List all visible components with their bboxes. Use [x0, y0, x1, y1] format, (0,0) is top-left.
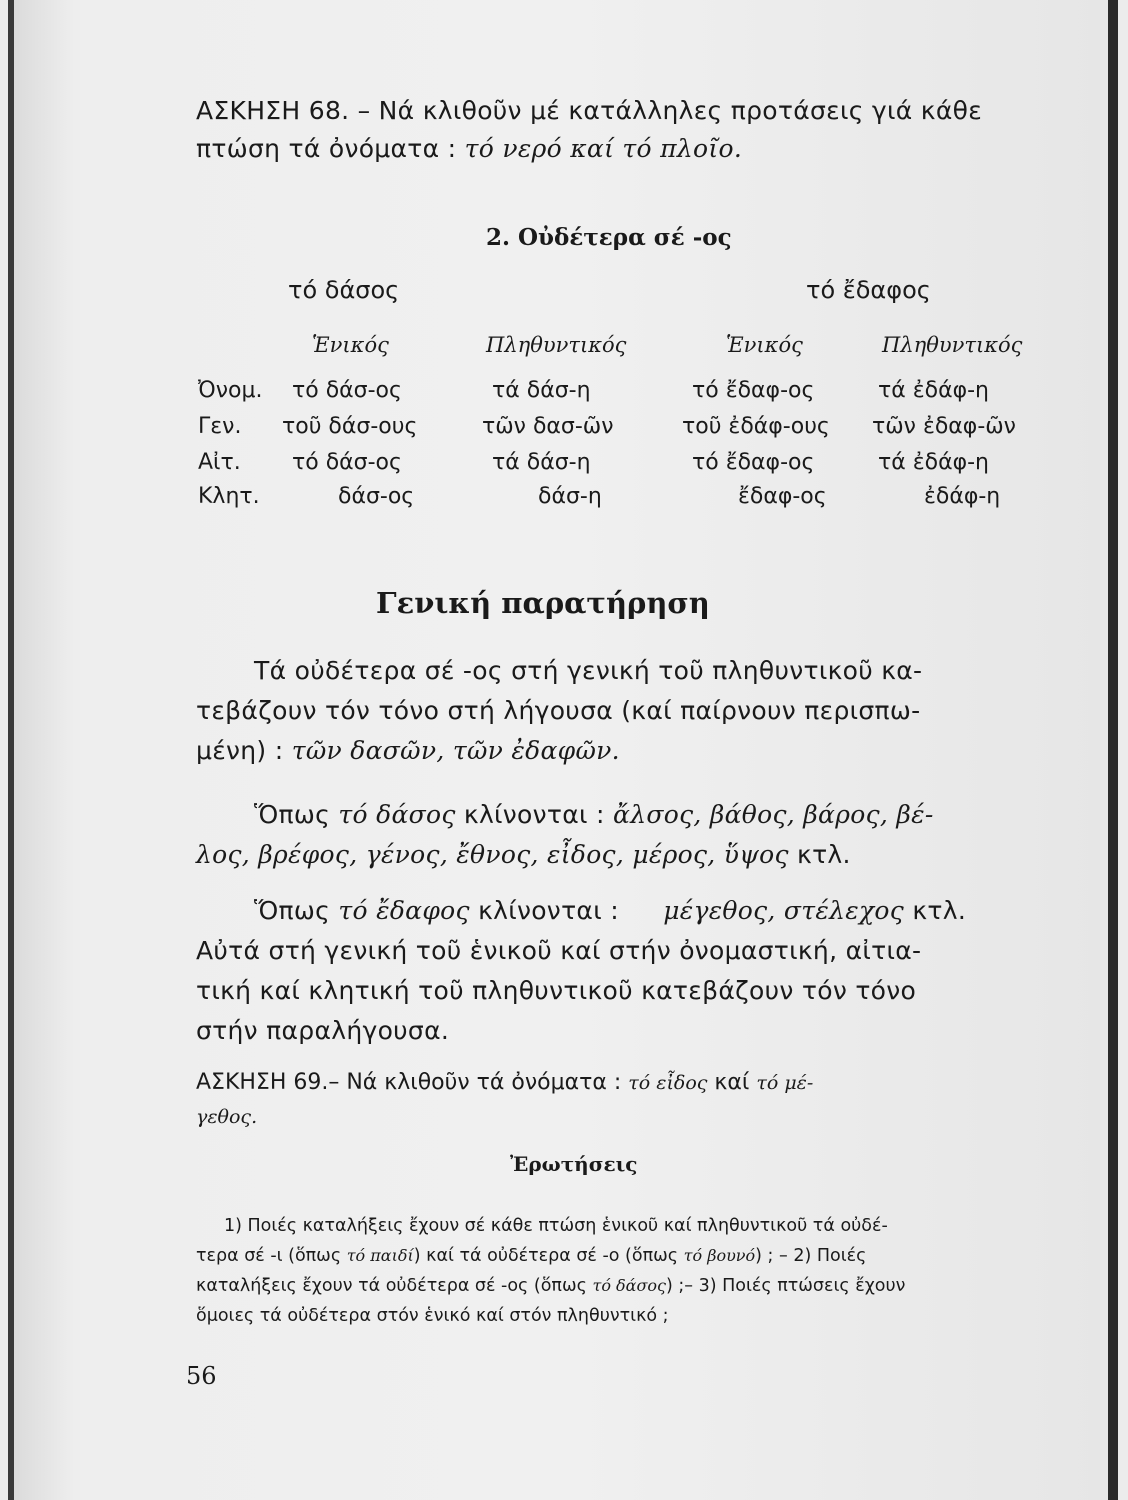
remark-line-3: [196, 736, 620, 765]
question-line-1: 1) Ποιές καταλήξεις ἔχουν σέ κάθε πτώση ἑνικοῦ καί πληθυντικοῦ τά οὐδέ-: [224, 1216, 888, 1236]
remark-examples: τῶν δασῶν, τῶν ἐδαφῶν.: [291, 736, 620, 765]
general-remark-title: Γενική παρατήρηση: [376, 586, 710, 620]
book-page: [8, 0, 1118, 1500]
page-left-edge: [8, 0, 14, 1500]
q-l3c: ) ;– 3) Ποιές πτώσεις ἔχουν: [666, 1276, 906, 1296]
voc-sing-1: δάσ-ος: [338, 484, 415, 509]
remark-para3-line-1: [254, 896, 966, 925]
col-head-sing-1: Ἑνικός: [312, 333, 389, 357]
question-line-2: [196, 1246, 866, 1266]
case-acc: Αἰτ.: [198, 450, 241, 475]
q-l2b: τό παιδί: [346, 1246, 414, 1265]
nom-plur-1: τά δάσ-η: [492, 378, 591, 403]
para2-list: ἄλσος, βάθος, βάρος, βέ-: [613, 800, 934, 829]
exercise-69-mid: καί: [714, 1070, 750, 1095]
gen-sing-2: τοῦ ἐδάφ-ους: [682, 414, 830, 439]
voc-plur-2: ἐδάφ-η: [924, 484, 1001, 509]
q-l2a: τερα σέ -ι (ὅπως: [196, 1246, 342, 1266]
section-title: 2. Οὐδέτερα σέ -ος: [486, 224, 732, 251]
word-left: τό δάσος: [288, 276, 400, 304]
exercise-68-line-1: ΑΣΚΗΣΗ 68. – Νά κλιθοῦν μέ κατάλληλες προτάσεις γιά κάθε: [196, 96, 983, 125]
case-gen: Γεν.: [198, 414, 242, 439]
exercise-69-line-1: [196, 1070, 813, 1095]
question-line-4: ὅμοιες τά οὐδέτερα στόν ἑνικό καί στόν πληθυντικό ;: [196, 1306, 669, 1326]
questions-title: Ἐρωτήσεις: [510, 1152, 638, 1176]
para3-mid: κλίνονται :: [478, 896, 619, 925]
remark-para2-line-1: [254, 800, 934, 829]
case-nom: Ὀνομ.: [198, 378, 263, 403]
para2-end: κτλ.: [797, 840, 851, 869]
para2-mid: κλίνονται :: [463, 800, 605, 829]
acc-plur-2: τά ἐδάφ-η: [878, 450, 989, 475]
q-l2d: τό βουνό: [683, 1246, 756, 1265]
col-head-plur-2: Πληθυντικός: [882, 333, 1023, 357]
para2-noun: τό δάσος: [338, 800, 456, 829]
exercise-69-prefix: ΑΣΚΗΣΗ 69.– Νά κλιθοῦν τά ὀνόματα :: [196, 1070, 622, 1095]
q-l3a: καταλήξεις ἔχουν τά οὐδέτερα σέ -ος (ὅπως: [196, 1276, 587, 1296]
acc-plur-1: τά δάσ-η: [492, 450, 591, 475]
page-number: 56: [186, 1362, 217, 1390]
q-l2c: ) καί τά οὐδέτερα σέ -ο (ὅπως: [413, 1246, 679, 1266]
question-line-3: [196, 1276, 905, 1296]
col-head-plur-1: Πληθυντικός: [486, 333, 627, 357]
exercise-69-noun-2: τό μέ-: [756, 1072, 814, 1094]
remark-para3-line-3: τική καί κλητική τοῦ πληθυντικοῦ κατεβάζουν τόν τόνο: [196, 976, 917, 1005]
gen-plur-1: τῶν δασ-ῶν: [482, 414, 614, 439]
nom-sing-1: τό δάσ-ος: [292, 378, 402, 403]
q-l2e: ) ; – 2) Ποιές: [755, 1246, 867, 1266]
nom-plur-2: τά ἐδάφ-η: [878, 378, 989, 403]
exercise-68-line-2: [196, 134, 742, 163]
exercise-68-prefix: πτώση τά ὀνόματα :: [196, 134, 457, 163]
remark-para3-line-2: Αὐτά στή γενική τοῦ ἑνικοῦ καί στήν ὀνομαστική, αἰτια-: [196, 936, 922, 965]
case-voc: Κλητ.: [198, 484, 260, 509]
exercise-69-line-2: γεθος.: [196, 1106, 258, 1128]
acc-sing-2: τό ἔδαφ-ος: [692, 450, 815, 475]
remark-para2-line-2: [196, 840, 851, 869]
acc-sing-1: τό δάσ-ος: [292, 450, 402, 475]
page-right-edge: [1108, 0, 1118, 1500]
voc-sing-2: ἔδαφ-ος: [738, 484, 827, 509]
para3-list: μέγεθος, στέλεχος: [663, 896, 905, 925]
q-l3b: τό δάσος: [592, 1276, 666, 1295]
para2-list-cont: λος, βρέφος, γένος, ἔθνος, εἶδος, μέρος, ὕψος: [196, 840, 789, 869]
remark-line-1: Τά οὐδέτερα σέ -ος στή γενική τοῦ πληθυντικοῦ κα-: [254, 656, 923, 685]
para3-prefix: Ὅπως: [254, 896, 331, 925]
exercise-68-nouns: τό νερό καί τό πλοῖο.: [464, 134, 743, 163]
remark-line-3-text: μένη) :: [196, 736, 284, 765]
voc-plur-1: δάσ-η: [538, 484, 602, 509]
remark-para3-line-4: στήν παραλήγουσα.: [196, 1016, 450, 1045]
col-head-sing-2: Ἑνικός: [726, 333, 803, 357]
nom-sing-2: τό ἔδαφ-ος: [692, 378, 815, 403]
para2-prefix: Ὅπως: [254, 800, 331, 829]
gen-plur-2: τῶν ἐδαφ-ῶν: [872, 414, 1016, 439]
para3-end: κτλ.: [912, 896, 967, 925]
word-right: τό ἔδαφος: [806, 276, 931, 304]
gen-sing-1: τοῦ δάσ-ους: [282, 414, 418, 439]
remark-line-2: τεβάζουν τόν τόνο στή λήγουσα (καί παίρνουν περισπω-: [196, 696, 921, 725]
exercise-69-noun-1: τό εἶδος: [628, 1072, 708, 1094]
para3-noun: τό ἔδαφος: [338, 896, 470, 925]
